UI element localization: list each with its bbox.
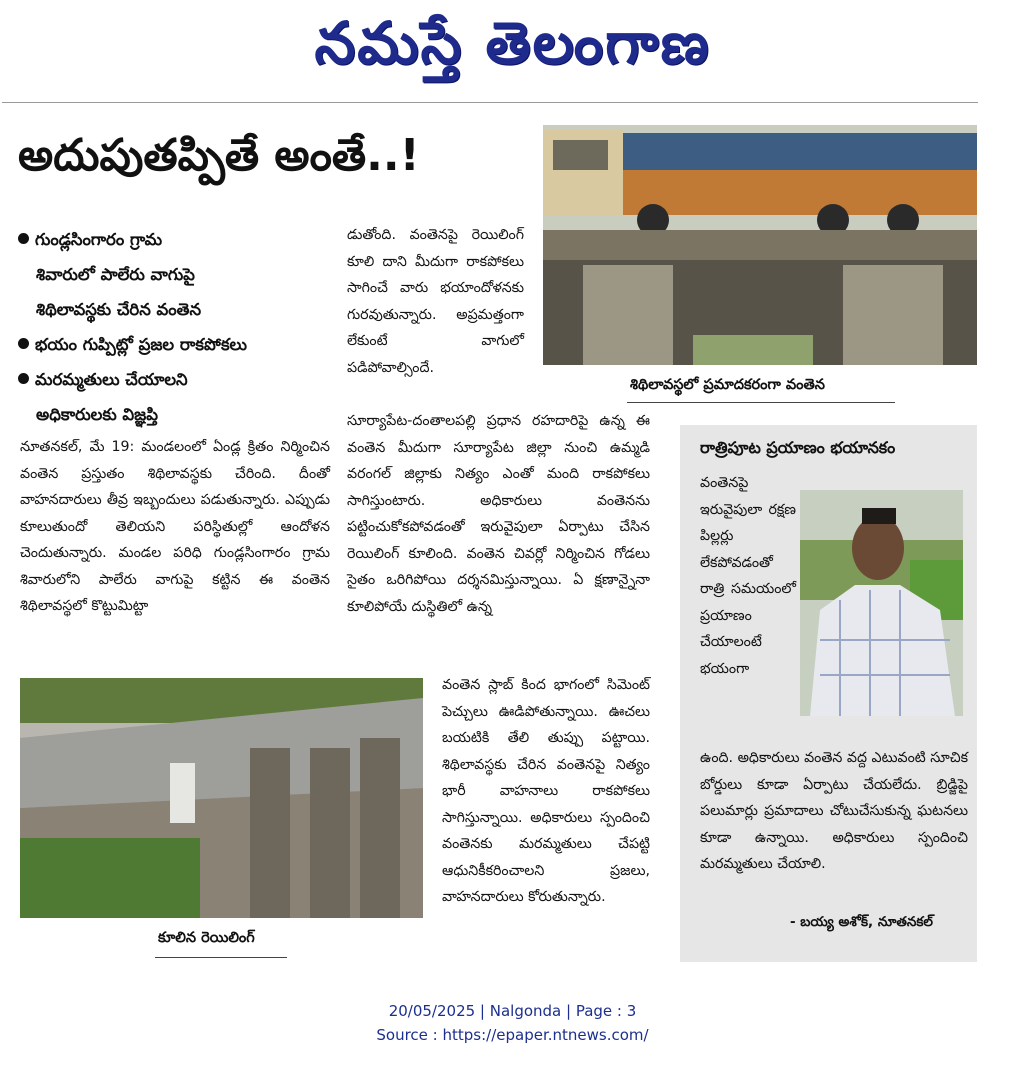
masthead-title: నమస్తే తెలంగాణ bbox=[314, 8, 711, 77]
sidebar-title: రాత్రిపూట ప్రయాణం భయానకం bbox=[700, 438, 896, 457]
caption-underline bbox=[155, 957, 287, 958]
caption-underline bbox=[627, 402, 895, 403]
bullet-dot-icon bbox=[18, 233, 29, 244]
sidebar-text-bottom: ఉంది. అధికారులు వంతెన వద్ద ఎటువంటి సూచిక బోర్డులు కూడా ఏర్పాటు చేయలేదు. బ్రిడ్జిపై పలుమార్లు ప్రమాదాలు చోటుచేసుకున్న ఘటనలు కూడా ఉన్నాయి. అధికారులు స్పందించి మరమ్మతులు చేయాలి. bbox=[700, 750, 968, 872]
bullet-dot-icon bbox=[18, 373, 29, 384]
bullet-text: భయం గుప్పిట్లో ప్రజల రాకపోకలు bbox=[35, 335, 247, 354]
bridge-truck-photo bbox=[543, 125, 977, 365]
railing-photo-caption: కూలిన రెయిలింగ్ bbox=[158, 930, 255, 946]
bullet-item bbox=[18, 327, 333, 362]
bullet-text: గుండ్లసింగారం గ్రామ bbox=[35, 230, 163, 249]
article-body-column-2-bottom: వంతెన స్లాబ్ కింద భాగంలో సిమెంట్ పెచ్చులు ఊడిపోతున్నాయి. ఊచలు బయటికి తేలి తుప్పు పట్టాయి. శిథిలావస్థకు చేరిన వంతెనపై నిత్యం భారీ వాహనాలు రాకపోకలు సాగిస్తున్నాయి. అధికారులు స్పందించి వంతెనకు మరమ్మతులు చేపట్టి ఆధునికీకరించాలని ప్రజలు, వాహనదారులు కోరుతున్నారు. bbox=[442, 677, 650, 905]
newspaper-masthead bbox=[0, 0, 1025, 100]
article-body-column-1: నూతనకల్, మే 19: మండలంలో ఏండ్ల క్రితం నిర్మించిన వంతెన ప్రస్తుతం శిథిలావస్థకు చేరింది. దీంతో వాహనదారులు తీవ్ర ఇబ్బందులు పడుతున్నారు. ఎప్పుడు కూలుతుందో తెలియని పరిస్థితుల్లో ఆందోళన చెందుతున్నారు. మండల పరిధి గుండ్లసింగారం గ్రామ శివారులోని పాలేరు వాగుపై కట్టిన ఈ వంతెన శిథిలావస్థలో కొట్టుమిట్టా bbox=[20, 439, 330, 614]
highlight-bullets bbox=[18, 222, 333, 432]
masthead-divider bbox=[2, 102, 978, 103]
bullet-text: శిథిలావస్థకు చేరిన వంతెన bbox=[36, 300, 202, 319]
person-portrait-photo bbox=[800, 490, 963, 716]
bridge-photo-caption: శిథిలావస్థలో ప్రమాదకరంగా వంతెన bbox=[630, 377, 825, 393]
footer-source-link[interactable]: Source : https://epaper.ntnews.com/ bbox=[376, 1026, 649, 1044]
bullet-text: శివారులో పాలేరు వాగుపై bbox=[36, 265, 195, 284]
article-headline: అదుపుతప్పితే అంతే..! bbox=[18, 130, 420, 181]
article-body-column-2-top: డుతోంది. వంతెనపై రెయిలింగ్ కూలి దాని మీదుగా రాకపోకలు సాగించే వారు భయాందోళనకు గురవుతున్నారు. అప్రమత్తంగా లేకుంటే వాగులో పడిపోవాల్సిందే. bbox=[347, 227, 524, 376]
sidebar-byline: - బయ్య అశోక్, నూతనకల్ bbox=[790, 914, 933, 930]
footer-edition-info: 20/05/2025 | Nalgonda | Page : 3 bbox=[388, 1002, 637, 1020]
bullet-text: అధికారులకు విజ్ఞప్తి bbox=[36, 405, 158, 424]
collapsed-railing-photo bbox=[20, 678, 423, 918]
bullet-dot-icon bbox=[18, 338, 29, 349]
article-body-column-2-middle: సూర్యాపేట-దంతాలపల్లి ప్రధాన రహదారిపై ఉన్న ఈ వంతెన మీదుగా సూర్యాపేట జిల్లా నుంచి ఉమ్మడి వరంగల్ జిల్లాకు నిత్యం ఎంతో మంది రాకపోకలు సాగిస్తుంటారు. అధికారులు వంతెనను పట్టించుకోకపోవడంతో ఇరువైపులా ఏర్పాటు చేసిన రెయిలింగ్ కూలింది. వంతెన చివర్లో నిర్మించిన గోడలు సైతం ఒరిగిపోయి దర్శనమిస్తున్నాయి. ఏ క్షణాన్నైనా కూలిపోయే దుస్థితిలో ఉన్న bbox=[347, 413, 650, 615]
sidebar-text-top: వంతెనపై ఇరువైపులా రక్షణ పిల్లర్లు లేకపోవడంతో రాత్రి సమయంలో ప్రయాణం చేయాలంటే భయంగా bbox=[700, 475, 796, 677]
bullet-item bbox=[18, 222, 333, 327]
bullet-text: మరమ్మతులు చేయాలని bbox=[35, 370, 188, 389]
bullet-item bbox=[18, 362, 333, 432]
